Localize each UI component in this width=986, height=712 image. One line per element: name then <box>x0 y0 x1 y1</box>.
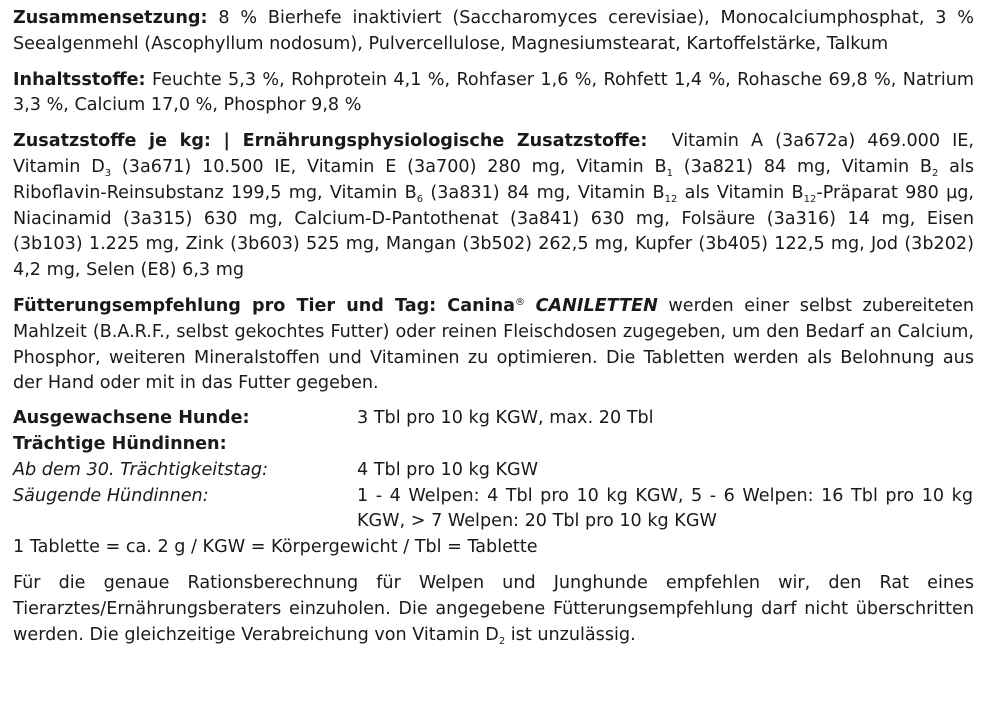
note-sub-d2: 2 <box>498 635 506 647</box>
additives-sub-b1: 1 <box>666 167 673 179</box>
note-paragraph <box>13 571 974 648</box>
dosage-value-pregnant <box>357 432 973 458</box>
feeding-heading: Fütterungsempfehlung pro Tier und Tag: Canina <box>13 295 516 316</box>
dosage-value-day30: 4 Tbl pro 10 kg KGW <box>357 459 539 480</box>
legend-line: 1 Tablette = ca. 2 g / KGW = Körpergewicht / Tbl = Tablette <box>13 537 538 558</box>
ingredients-paragraph <box>13 68 974 120</box>
additives-heading: Zusatzstoffe je kg: | Ernährungsphysiologische Zusatzstoffe: <box>13 131 648 152</box>
feeding-paragraph <box>13 294 974 397</box>
additives-text-1: Vitamin A (3a672a) 469.000 IE, Vitamin D <box>13 131 975 177</box>
composition-text: 8 % Bierhefe inaktiviert (Saccharomyces cerevisiae), Monocalciumphosphat, 3 % Seealgenmehl (Ascophyllum nodosum), Pulvercellulose, Magnesiumstearat, Kartoffelstärke, Talkum <box>13 8 974 54</box>
composition-paragraph <box>13 6 974 58</box>
product-name: CANILETTEN <box>535 295 658 316</box>
table-row <box>13 406 973 432</box>
registered-mark: ® <box>515 296 526 308</box>
additives-text-6: als Vitamin B <box>677 182 804 203</box>
note-tail: ist unzulässig. <box>505 624 636 645</box>
additives-sub-b12-b: 12 <box>803 193 817 205</box>
additives-sub-b6: 6 <box>416 193 424 205</box>
composition-heading: Zusammensetzung: <box>13 8 208 28</box>
additives-text-5: (3a831) 84 mg, Vitamin B <box>423 182 665 203</box>
dosage-table <box>13 406 973 535</box>
additives-text-2: (3a671) 10.500 IE, Vitamin E (3a700) 280 mg, Vitamin B <box>111 156 667 177</box>
additives-text-7: -Präparat 980 µg, Niacinamid (3a315) 630 mg, Calcium-D-Pantothenat (3a841) 630 mg, Folsäure (3a316) 14 mg, Eisen (3b103) 1.225 mg, Zink (3b603) 525 mg, Mangan (3b502) 262,5 mg, Kupfer (3b405) 122,5 mg, Jod (3b202) 4,2 mg, Selen (E8) 6,3 mg <box>13 182 975 281</box>
additives-sub-d3: 3 <box>104 167 112 179</box>
additives-text-4: als Riboflavin-Reinsubstanz 199,5 mg, Vitamin B <box>13 156 975 203</box>
dosage-label-adult: Ausgewachsene Hunde: <box>13 408 250 429</box>
dosage-value-nursing: 1 - 4 Welpen: 4 Tbl pro 10 kg KGW, 5 - 6 Welpen: 16 Tbl pro 10 kg KGW, > 7 Welpen: 20 Tbl pro 10 kg KGW <box>357 485 973 532</box>
additives-sub-b12-a: 12 <box>664 193 678 205</box>
note-text: Für die genaue Rationsberechnung für Welpen und Junghunde empfehlen wir, den Rat eines Tierarztes/Ernährungsberaters einzuholen. Die angegebene Fütterungsempfehlung darf nicht überschritten werden. Die gleichzeitige Verabreichung von Vitamin D <box>13 572 974 645</box>
table-row <box>13 432 973 458</box>
dosage-value-adult: 3 Tbl pro 10 kg KGW, max. 20 Tbl <box>357 408 654 429</box>
additives-sub-b2: 2 <box>932 167 939 179</box>
ingredients-text: Feuchte 5,3 %, Rohprotein 4,1 %, Rohfaser 1,6 %, Rohfett 1,4 %, Rohasche 69,8 %, Natrium 3,3 %, Calcium 17,0 %, Phosphor 9,8 % <box>13 69 975 116</box>
additives-text-3: (3a821) 84 mg, Vitamin B <box>672 156 932 177</box>
dosage-label-pregnant: Trächtige Hündinnen: <box>13 433 227 454</box>
table-row <box>13 458 973 484</box>
ingredients-heading: Inhaltsstoffe: <box>13 69 146 90</box>
table-row <box>13 484 973 536</box>
dosage-label-day30: Ab dem 30. Trächtigkeitstag: <box>13 459 269 480</box>
feeding-text: werden einer selbst zubereiteten Mahlzeit (B.A.R.F., selbst gekochtes Futter) oder reinen Fleischdosen zugegeben, um den Bedarf an Calcium, Phosphor, weiteren Mineralstoffen und Vitaminen zu optimieren. Die Tabletten werden als Belohnung aus der Hand oder mit in das Futter gegeben. <box>13 295 974 394</box>
dosage-label-nursing: Säugende Hündinnen: <box>13 485 209 506</box>
additives-paragraph <box>13 129 974 284</box>
